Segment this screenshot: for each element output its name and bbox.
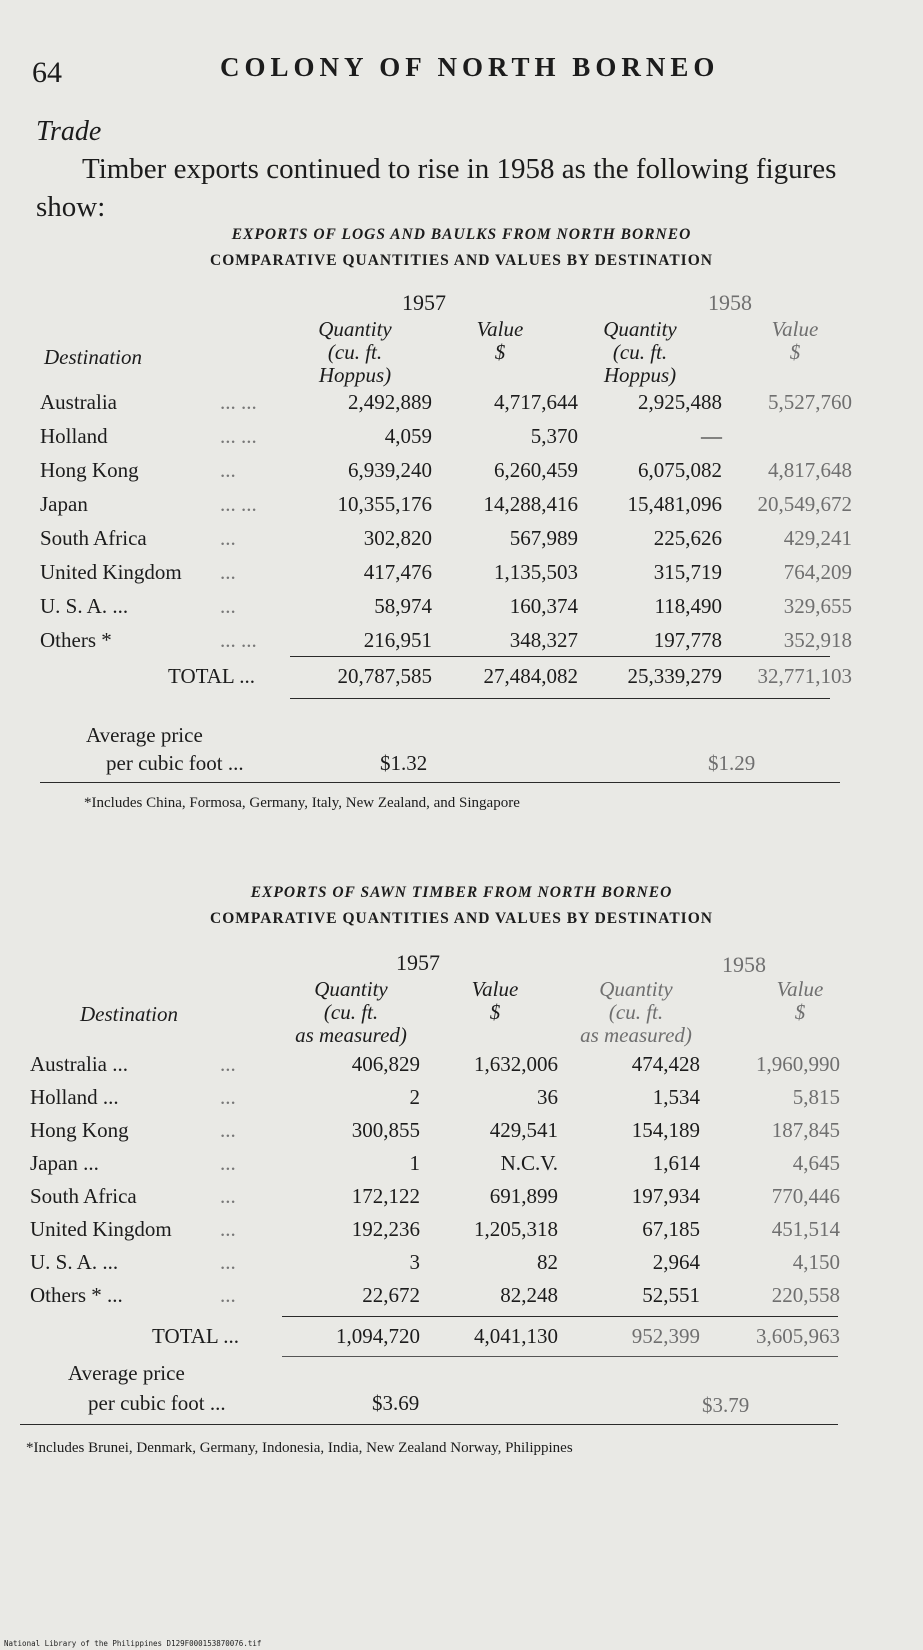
logs-total-row bbox=[40, 664, 852, 700]
logs-title-line2: COMPARATIVE QUANTITIES AND VALUES BY DESTINATION bbox=[210, 252, 713, 269]
row-destination: United Kingdom bbox=[30, 1217, 172, 1241]
row-value-1958: 1,960,990 bbox=[756, 1052, 840, 1076]
row-quantity-1957: 192,236 bbox=[351, 1217, 420, 1241]
row-value-1957: 82,248 bbox=[500, 1283, 558, 1307]
row-quantity-1957: 300,855 bbox=[351, 1118, 420, 1142]
sawn-title-line2: COMPARATIVE QUANTITIES AND VALUES BY DESTINATION bbox=[210, 910, 713, 927]
sawn-qty-head-2: (cu. ft. bbox=[323, 1000, 379, 1024]
sawn-footnote: *Includes Brunei, Denmark, Germany, Indonesia, India, New Zealand Norway, Philippines bbox=[26, 1440, 573, 1456]
row-leader-dots: ... bbox=[220, 1151, 236, 1175]
sawn-total-rule-top bbox=[282, 1316, 838, 1317]
row-quantity-1958: — bbox=[701, 424, 722, 448]
sawn-col-quantity-1958 bbox=[566, 978, 706, 1047]
row-value-1958: 451,514 bbox=[771, 1217, 840, 1241]
logs-col-quantity-1958 bbox=[580, 318, 700, 387]
row-quantity-1958: 52,551 bbox=[642, 1283, 700, 1307]
row-value-1958: 770,446 bbox=[771, 1184, 840, 1208]
sawn-col-value-1957 bbox=[450, 978, 540, 1024]
row-value-1958: 429,241 bbox=[783, 526, 852, 550]
row-quantity-1957: 1 bbox=[409, 1151, 420, 1175]
logs-avg-label-2: per cubic foot ... bbox=[106, 751, 244, 775]
row-leader-dots: ... bbox=[220, 1052, 236, 1076]
row-quantity-1957: 58,974 bbox=[374, 594, 432, 618]
row-destination: Holland ... bbox=[30, 1085, 119, 1109]
logs-val-head-2: $ bbox=[494, 340, 506, 364]
sawn-avg-label-2: per cubic foot ... bbox=[88, 1391, 226, 1415]
sawn-total-rule-bottom bbox=[282, 1356, 838, 1357]
sawn-table-title bbox=[0, 880, 923, 932]
sawn-total-v58: 3,605,963 bbox=[756, 1324, 840, 1348]
row-quantity-1958: 225,626 bbox=[653, 526, 722, 550]
logs-qty58-head-1: Quantity bbox=[603, 317, 677, 341]
sawn-bottom-rule bbox=[20, 1424, 838, 1425]
row-quantity-1958: 67,185 bbox=[642, 1217, 700, 1241]
row-value-1958: 4,150 bbox=[792, 1250, 840, 1274]
logs-table-title bbox=[0, 222, 923, 274]
row-value-1957: 14,288,416 bbox=[483, 492, 578, 516]
table-row bbox=[30, 1085, 840, 1121]
row-quantity-1958: 154,189 bbox=[631, 1118, 700, 1142]
row-quantity-1958: 197,934 bbox=[631, 1184, 700, 1208]
page-number: 64 bbox=[32, 56, 62, 89]
table-row bbox=[30, 1052, 840, 1088]
logs-total-q57: 20,787,585 bbox=[337, 664, 432, 688]
sawn-val58-head-2: $ bbox=[794, 1000, 806, 1024]
table-row bbox=[30, 1217, 840, 1253]
row-leader-dots: ... ... bbox=[220, 424, 257, 448]
logs-total-label: TOTAL ... bbox=[168, 664, 255, 688]
sawn-total-q57: 1,094,720 bbox=[336, 1324, 420, 1348]
row-value-1957: 348,327 bbox=[509, 628, 578, 652]
row-value-1957: 82 bbox=[537, 1250, 558, 1274]
row-destination: Australia bbox=[40, 390, 117, 414]
row-leader-dots: ... ... bbox=[220, 492, 257, 516]
row-quantity-1957: 4,059 bbox=[384, 424, 432, 448]
logs-col-value-1957 bbox=[455, 318, 545, 364]
row-value-1957: 1,135,503 bbox=[494, 560, 578, 584]
logs-qty58-head-3: Hoppus) bbox=[603, 363, 677, 387]
row-value-1957: 567,989 bbox=[509, 526, 578, 550]
row-quantity-1958: 315,719 bbox=[653, 560, 722, 584]
logs-col-quantity-1957 bbox=[300, 318, 410, 387]
logs-val58-head-2: $ bbox=[789, 340, 801, 364]
row-quantity-1957: 2,492,889 bbox=[348, 390, 432, 414]
row-destination: U. S. A. ... bbox=[40, 594, 129, 618]
row-quantity-1957: 216,951 bbox=[363, 628, 432, 652]
logs-total-q58: 25,339,279 bbox=[627, 664, 722, 688]
row-destination: Others * bbox=[40, 628, 112, 652]
sawn-total-v57: 4,041,130 bbox=[474, 1324, 558, 1348]
row-leader-dots: ... bbox=[220, 458, 236, 482]
sawn-qty58-head-3: as measured) bbox=[580, 1023, 692, 1047]
intro-paragraph: Timber exports continued to rise in 1958 as the following figures show: bbox=[36, 153, 837, 223]
table-row bbox=[30, 1283, 840, 1319]
table-row bbox=[40, 594, 852, 630]
page-header bbox=[30, 44, 890, 94]
sawn-qty-head-3: as measured) bbox=[295, 1023, 407, 1047]
row-value-1958: 4,817,648 bbox=[768, 458, 852, 482]
sawn-val-head-2: $ bbox=[489, 1000, 501, 1024]
table-row bbox=[30, 1250, 840, 1286]
row-value-1958: 764,209 bbox=[783, 560, 852, 584]
table-row bbox=[40, 390, 852, 426]
sawn-year-1957: 1957 bbox=[396, 950, 440, 975]
row-destination: Hong Kong bbox=[40, 458, 139, 482]
logs-title-line1: EXPORTS OF LOGS AND BAULKS FROM NORTH BORNEO bbox=[231, 226, 692, 243]
logs-year-1957: 1957 bbox=[402, 290, 446, 315]
table-row bbox=[40, 492, 852, 528]
table-row bbox=[30, 1184, 840, 1220]
row-value-1958: 329,655 bbox=[783, 594, 852, 618]
row-quantity-1957: 6,939,240 bbox=[348, 458, 432, 482]
scan-footer: National Library of the Philippines D129F000153870076.tif bbox=[4, 1639, 262, 1648]
logs-total-rule-bottom bbox=[290, 698, 830, 699]
sawn-avg-1958: $3.79 bbox=[702, 1393, 750, 1417]
sawn-col-destination: Destination bbox=[80, 1002, 178, 1026]
row-leader-dots: ... bbox=[220, 1250, 236, 1274]
sawn-total-row bbox=[30, 1324, 840, 1360]
row-value-1958: 187,845 bbox=[771, 1118, 840, 1142]
row-destination: Others * ... bbox=[30, 1283, 123, 1307]
row-quantity-1958: 15,481,096 bbox=[627, 492, 722, 516]
row-value-1957: 4,717,644 bbox=[494, 390, 578, 414]
row-destination: Australia ... bbox=[30, 1052, 128, 1076]
row-value-1957: 691,899 bbox=[489, 1184, 558, 1208]
row-value-1958: 20,549,672 bbox=[757, 492, 852, 516]
sawn-val-head-1: Value bbox=[471, 977, 519, 1001]
table-row bbox=[30, 1118, 840, 1154]
row-value-1957: 1,205,318 bbox=[474, 1217, 558, 1241]
row-value-1957: 429,541 bbox=[489, 1118, 558, 1142]
row-leader-dots: ... ... bbox=[220, 628, 257, 652]
logs-qty-head-2: (cu. ft. bbox=[327, 340, 383, 364]
row-quantity-1957: 22,672 bbox=[362, 1283, 420, 1307]
row-leader-dots: ... bbox=[220, 560, 236, 584]
logs-qty-head-1: Quantity bbox=[318, 317, 392, 341]
sawn-qty-head-1: Quantity bbox=[314, 977, 388, 1001]
row-quantity-1957: 172,122 bbox=[351, 1184, 420, 1208]
row-destination: Japan bbox=[40, 492, 88, 516]
row-value-1958: 5,815 bbox=[792, 1085, 840, 1109]
logs-qty-head-3: Hoppus) bbox=[318, 363, 392, 387]
logs-total-v57: 27,484,082 bbox=[483, 664, 578, 688]
sawn-val58-head-1: Value bbox=[776, 977, 824, 1001]
table-row bbox=[40, 458, 852, 494]
sawn-year-1958: 1958 bbox=[722, 952, 766, 977]
row-leader-dots: ... bbox=[220, 526, 236, 550]
logs-bottom-rule bbox=[40, 782, 840, 783]
sawn-col-quantity-1957 bbox=[286, 978, 416, 1047]
row-leader-dots: ... ... bbox=[220, 390, 257, 414]
sawn-qty58-head-1: Quantity bbox=[599, 977, 673, 1001]
logs-total-rule-top bbox=[290, 656, 830, 657]
sawn-avg-label-1: Average price bbox=[68, 1361, 185, 1385]
logs-qty58-head-2: (cu. ft. bbox=[612, 340, 668, 364]
row-quantity-1957: 10,355,176 bbox=[337, 492, 432, 516]
row-quantity-1958: 1,614 bbox=[652, 1151, 700, 1175]
logs-avg-label-1: Average price bbox=[86, 723, 203, 747]
logs-val-head-1: Value bbox=[476, 317, 524, 341]
row-value-1957: 36 bbox=[537, 1085, 558, 1109]
row-quantity-1958: 2,925,488 bbox=[638, 390, 722, 414]
row-value-1957: 6,260,459 bbox=[494, 458, 578, 482]
row-destination: Hong Kong bbox=[30, 1118, 129, 1142]
row-destination: Holland bbox=[40, 424, 108, 448]
section-heading: Trade bbox=[36, 116, 102, 147]
row-leader-dots: ... bbox=[220, 594, 236, 618]
logs-col-destination: Destination bbox=[44, 345, 142, 369]
row-value-1958: 352,918 bbox=[783, 628, 852, 652]
row-value-1957: 1,632,006 bbox=[474, 1052, 558, 1076]
logs-footnote: *Includes China, Formosa, Germany, Italy, New Zealand, and Singapore bbox=[84, 795, 520, 811]
row-value-1958: 5,527,760 bbox=[768, 390, 852, 414]
row-quantity-1958: 1,534 bbox=[652, 1085, 700, 1109]
running-title: COLONY OF NORTH BORNEO bbox=[220, 52, 720, 82]
sawn-title-line1: EXPORTS OF SAWN TIMBER FROM NORTH BORNEO bbox=[250, 884, 673, 901]
sawn-total-label: TOTAL ... bbox=[152, 1324, 239, 1348]
row-quantity-1957: 2 bbox=[409, 1085, 420, 1109]
row-quantity-1958: 474,428 bbox=[631, 1052, 700, 1076]
row-leader-dots: ... bbox=[220, 1085, 236, 1109]
logs-val58-head-1: Value bbox=[771, 317, 819, 341]
row-destination: South Africa bbox=[30, 1184, 137, 1208]
row-leader-dots: ... bbox=[220, 1283, 236, 1307]
table-row bbox=[40, 424, 840, 460]
row-leader-dots: ... bbox=[220, 1184, 236, 1208]
sawn-total-q58: 952,399 bbox=[631, 1324, 700, 1348]
logs-total-v58: 32,771,103 bbox=[757, 664, 852, 688]
logs-year-1958: 1958 bbox=[708, 290, 752, 315]
table-row bbox=[40, 628, 852, 664]
row-quantity-1958: 2,964 bbox=[652, 1250, 700, 1274]
row-value-1958: 220,558 bbox=[771, 1283, 840, 1307]
table-row bbox=[40, 560, 852, 596]
logs-avg-1957: $1.32 bbox=[380, 751, 428, 775]
row-quantity-1958: 118,490 bbox=[654, 594, 722, 618]
sawn-avg-1957: $3.69 bbox=[372, 1391, 420, 1415]
row-value-1957: 160,374 bbox=[509, 594, 578, 618]
row-value-1957: 5,370 bbox=[530, 424, 578, 448]
row-destination: Japan ... bbox=[30, 1151, 99, 1175]
logs-col-value-1958 bbox=[755, 318, 835, 364]
row-quantity-1957: 406,829 bbox=[351, 1052, 420, 1076]
row-value-1957: N.C.V. bbox=[500, 1151, 558, 1175]
row-quantity-1957: 417,476 bbox=[363, 560, 432, 584]
table-row bbox=[30, 1151, 840, 1187]
row-leader-dots: ... bbox=[220, 1118, 236, 1142]
row-quantity-1958: 6,075,082 bbox=[638, 458, 722, 482]
row-value-1958: 4,645 bbox=[792, 1151, 840, 1175]
table-row bbox=[40, 526, 852, 562]
sawn-qty58-head-2: (cu. ft. bbox=[608, 1000, 664, 1024]
logs-avg-1958: $1.29 bbox=[708, 751, 756, 775]
row-destination: United Kingdom bbox=[40, 560, 182, 584]
row-quantity-1958: 197,778 bbox=[653, 628, 722, 652]
row-leader-dots: ... bbox=[220, 1217, 236, 1241]
row-destination: U. S. A. ... bbox=[30, 1250, 119, 1274]
row-destination: South Africa bbox=[40, 526, 147, 550]
row-quantity-1957: 3 bbox=[409, 1250, 420, 1274]
sawn-col-value-1958 bbox=[760, 978, 840, 1024]
row-quantity-1957: 302,820 bbox=[363, 526, 432, 550]
